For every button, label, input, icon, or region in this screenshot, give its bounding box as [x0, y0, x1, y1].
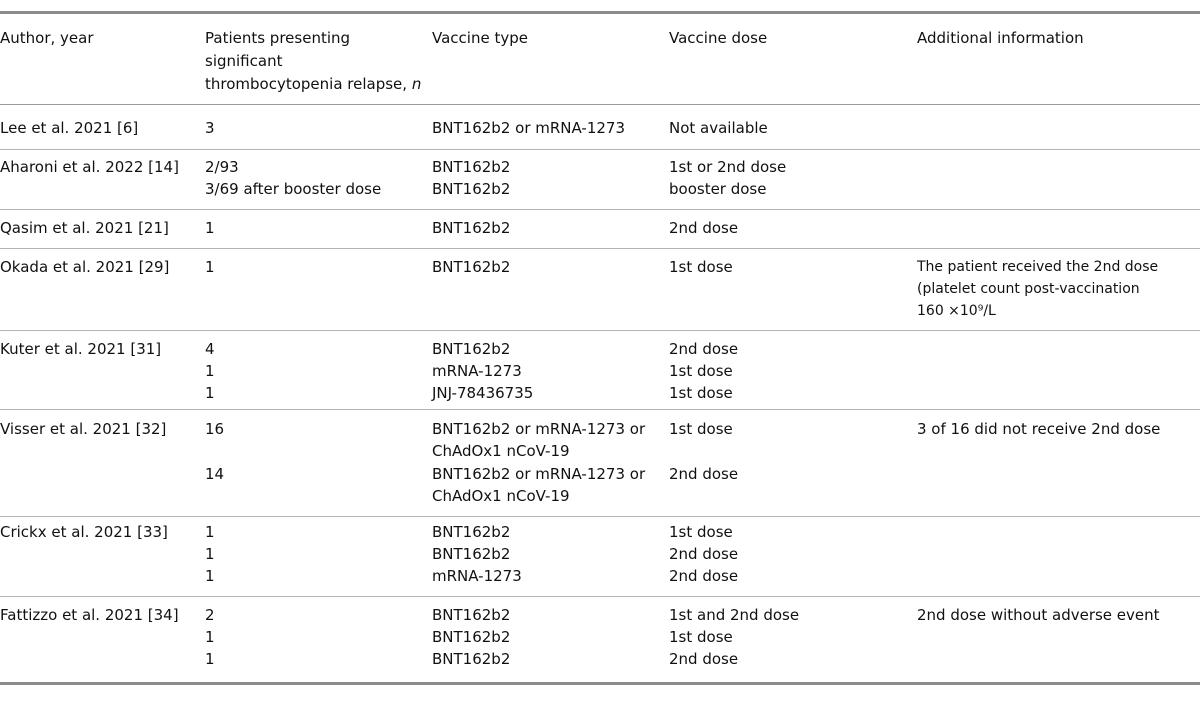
row-vaccine-line: BNT162b2 [432, 158, 511, 176]
header-patients-line: Patients presenting [205, 29, 351, 47]
row-info-line: (platelet count post-vaccination [917, 281, 1140, 297]
row-dose-line: 1st dose [669, 362, 733, 380]
row-patients: 1 [205, 219, 215, 237]
header-patients [205, 27, 421, 96]
row-vaccine-line: BNT162b2 [432, 650, 511, 668]
row-vaccine-line: ChAdOx1 nCoV-19 [432, 442, 570, 460]
row-author: Lee et al. 2021 [6] [0, 119, 139, 137]
row-info: 3 of 16 did not receive 2nd dose [917, 420, 1161, 438]
row-author: Crickx et al. 2021 [33] [0, 523, 168, 541]
row-dose-line: booster dose [669, 180, 767, 198]
row-vaccine-line: mRNA-1273 [432, 362, 522, 380]
row-dose-line: 1st dose [669, 628, 733, 646]
row-patients-line: 1 [205, 523, 215, 541]
row-patients-line: 1 [205, 650, 215, 668]
row-dose-line: 2nd dose [669, 567, 739, 585]
row-dose-line: 2nd dose [669, 340, 739, 358]
row-dose [669, 338, 738, 404]
row-patients-line: 1 [205, 567, 215, 585]
row-vaccine-line: BNT162b2 [432, 340, 511, 358]
row-vaccine [432, 338, 533, 404]
row-dose: 1st dose [669, 258, 733, 276]
table-bottom-rule [0, 682, 1200, 685]
row-divider [0, 516, 1200, 517]
row-dose: 2nd dose [669, 219, 739, 237]
row-divider [0, 149, 1200, 150]
row-author: Fattizzo et al. 2021 [34] [0, 606, 179, 624]
header-patients-text: thrombocytopenia relapse, [205, 75, 408, 93]
row-divider [0, 248, 1200, 249]
row-dose-line: 1st and 2nd dose [669, 606, 800, 624]
row-info-line: The patient received the 2nd dose [917, 259, 1159, 275]
row-vaccine-line: BNT162b2 [432, 180, 511, 198]
row-divider [0, 330, 1200, 331]
row-patients-line: 2/93 [205, 158, 239, 176]
row-vaccine: BNT162b2 [432, 258, 511, 276]
header-patients-line [205, 73, 421, 96]
row-vaccine [432, 463, 645, 507]
row-vaccine-line: BNT162b2 or mRNA-1273 or [432, 420, 646, 438]
row-vaccine-line: mRNA-1273 [432, 567, 522, 585]
header-author: Author, year [0, 29, 94, 47]
row-dose-line: 2nd dose [669, 650, 739, 668]
row-vaccine [432, 521, 522, 587]
row-patients [205, 156, 381, 200]
row-patients-line: 1 [205, 628, 215, 646]
row-vaccine-line: BNT162b2 or mRNA-1273 or [432, 465, 646, 483]
row-author: Kuter et al. 2021 [31] [0, 340, 162, 358]
row-vaccine [432, 604, 510, 670]
row-patients [205, 604, 215, 670]
row-dose [669, 521, 738, 587]
row-vaccine-line: BNT162b2 [432, 628, 511, 646]
row-patients-line: 3/69 after booster dose [205, 180, 382, 198]
row-dose: 2nd dose [669, 465, 739, 483]
row-info: 2nd dose without adverse event [917, 606, 1160, 624]
row-patients-line: 1 [205, 545, 215, 563]
row-vaccine-line: JNJ-78436735 [432, 384, 534, 402]
row-patients-line: 4 [205, 340, 215, 358]
row-info-line: 160 ×10⁹/L [917, 303, 996, 319]
row-vaccine: BNT162b2 [432, 219, 511, 237]
row-dose-line: 1st dose [669, 384, 733, 402]
row-vaccine [432, 418, 645, 462]
row-patients-line: 1 [205, 362, 215, 380]
row-vaccine [432, 156, 510, 200]
row-dose [669, 604, 799, 670]
row-dose-line: 2nd dose [669, 545, 739, 563]
row-dose: Not available [669, 119, 768, 137]
row-patients-line: 2 [205, 606, 215, 624]
row-dose-line: 1st or 2nd dose [669, 158, 787, 176]
row-patients [205, 521, 215, 587]
row-info [917, 256, 1158, 322]
header-additional-information: Additional information [917, 29, 1084, 47]
table-top-rule [0, 11, 1200, 14]
row-patients: 14 [205, 465, 225, 483]
row-dose: 1st dose [669, 420, 733, 438]
row-vaccine-line: BNT162b2 [432, 545, 511, 563]
row-patients: 16 [205, 420, 225, 438]
header-patients-n: n [411, 75, 422, 93]
row-dose [669, 156, 786, 200]
row-author: Okada et al. 2021 [29] [0, 258, 170, 276]
row-patients [205, 338, 215, 404]
row-author: Qasim et al. 2021 [21] [0, 219, 169, 237]
header-vaccine-type: Vaccine type [432, 29, 528, 47]
header-vaccine-dose: Vaccine dose [669, 29, 768, 47]
row-divider [0, 409, 1200, 410]
row-vaccine-line: BNT162b2 [432, 523, 511, 541]
row-vaccine-line: BNT162b2 [432, 606, 511, 624]
row-author: Visser et al. 2021 [32] [0, 420, 167, 438]
header-patients-line: significant [205, 52, 283, 70]
header-rule [0, 104, 1200, 105]
row-divider [0, 209, 1200, 210]
row-vaccine-line: ChAdOx1 nCoV-19 [432, 487, 570, 505]
row-patients: 3 [205, 119, 215, 137]
row-dose-line: 1st dose [669, 523, 733, 541]
row-vaccine: BNT162b2 or mRNA-1273 [432, 119, 626, 137]
row-patients: 1 [205, 258, 215, 276]
row-patients-line: 1 [205, 384, 215, 402]
row-divider [0, 596, 1200, 597]
row-author: Aharoni et al. 2022 [14] [0, 158, 179, 176]
